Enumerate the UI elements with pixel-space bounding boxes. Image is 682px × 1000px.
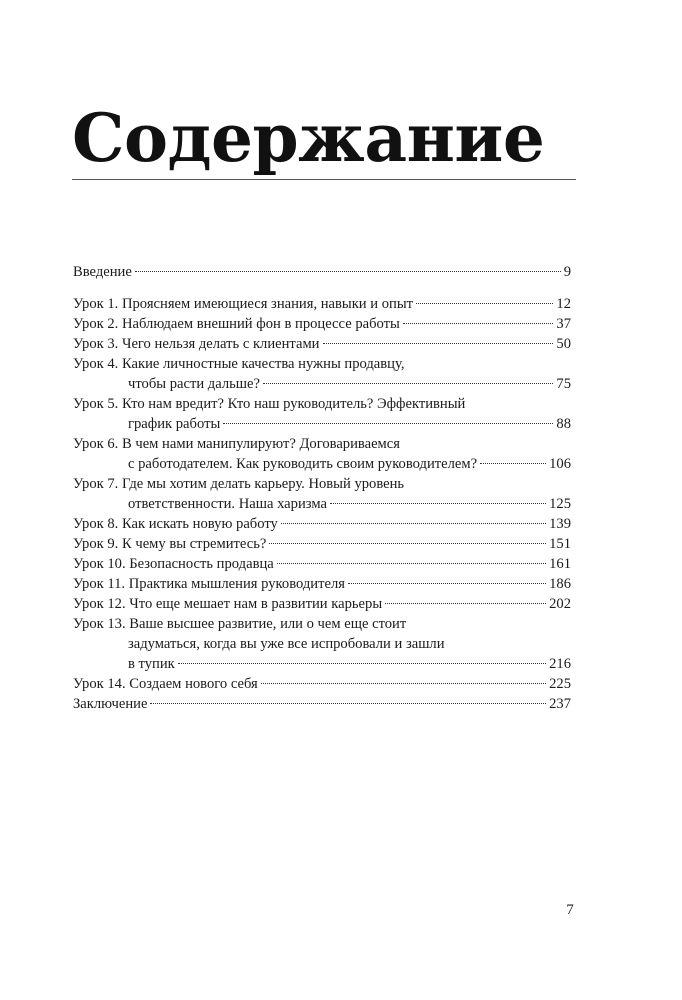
- toc-line: [73, 674, 571, 694]
- toc-page-number: 216: [549, 656, 571, 672]
- toc-line: [73, 434, 571, 454]
- toc-entry: [73, 334, 571, 354]
- toc-line: [73, 374, 571, 394]
- dot-leader: [403, 323, 554, 324]
- toc-line: [73, 262, 571, 282]
- dot-leader: [261, 683, 546, 684]
- toc-entry-title: Урок 10. Безопасность продавца: [73, 556, 274, 572]
- toc-line: [73, 634, 571, 654]
- toc-page-number: 161: [549, 556, 571, 572]
- toc-entry: [73, 514, 571, 534]
- toc-entry: [73, 434, 571, 474]
- table-of-contents: [73, 262, 571, 714]
- toc-page-number: 125: [549, 496, 571, 512]
- toc-page-number: 139: [549, 516, 571, 532]
- dot-leader: [135, 271, 561, 272]
- toc-page-number: 186: [549, 576, 571, 592]
- title-divider: [72, 179, 576, 180]
- toc-entry: [73, 574, 571, 594]
- toc-entry: [73, 534, 571, 554]
- dot-leader: [277, 563, 546, 564]
- toc-entry: [73, 294, 571, 314]
- dot-leader: [150, 703, 546, 704]
- toc-line: [73, 474, 571, 494]
- toc-entry-title: Урок 11. Практика мышления руководителя: [73, 576, 345, 592]
- toc-entry-title: Урок 3. Чего нельзя делать с клиентами: [73, 336, 320, 352]
- toc-entry: [73, 554, 571, 574]
- dot-leader: [330, 503, 546, 504]
- dot-leader: [323, 343, 554, 344]
- dot-leader: [416, 303, 553, 304]
- page-number: 7: [566, 902, 574, 918]
- toc-entry: [73, 394, 571, 434]
- toc-page-number: 9: [563, 264, 571, 280]
- toc-entry-title: Урок 5. Кто нам вредит? Кто наш руководитель? Эффективный: [73, 396, 466, 412]
- toc-page-number: 202: [549, 596, 571, 612]
- dot-leader: [385, 603, 546, 604]
- toc-page-number: 237: [549, 696, 571, 712]
- toc-entry-title: Урок 13. Ваше высшее развитие, или о чем еще стоит: [73, 616, 407, 632]
- toc-page-number: 151: [549, 536, 571, 552]
- toc-page-number: 88: [556, 416, 571, 432]
- toc-page-number: 75: [556, 376, 571, 392]
- toc-entry: [73, 262, 571, 282]
- dot-leader: [480, 463, 546, 464]
- toc-line: [73, 534, 571, 554]
- toc-entry: [73, 474, 571, 514]
- toc-entry-title: Урок 1. Проясняем имеющиеся знания, навыки и опыт: [73, 296, 414, 312]
- toc-entry-title: Урок 9. К чему вы стремитесь?: [73, 536, 267, 552]
- toc-entry-title: Введение: [73, 264, 132, 280]
- dot-leader: [281, 523, 546, 524]
- page-title: Содержание: [72, 99, 545, 177]
- toc-entry-title: задуматься, когда вы уже все испробовали и зашли: [128, 636, 445, 652]
- toc-line: [73, 554, 571, 574]
- toc-entry-title: с работодателем. Как руководить своим руководителем?: [128, 456, 478, 472]
- toc-entry-title: чтобы расти дальше?: [128, 376, 260, 392]
- dot-leader: [269, 543, 546, 544]
- toc-entry-title: Урок 7. Где мы хотим делать карьеру. Новый уровень: [73, 476, 405, 492]
- toc-entry-title: график работы: [128, 416, 221, 432]
- toc-line: [73, 494, 571, 514]
- toc-line: [73, 394, 571, 414]
- toc-entry-title: Урок 14. Создаем нового себя: [73, 676, 258, 692]
- toc-entry-title: Урок 12. Что еще мешает нам в развитии карьеры: [73, 596, 383, 612]
- toc-line: [73, 354, 571, 374]
- dot-leader: [178, 663, 546, 664]
- toc-entry-title: Урок 8. Как искать новую работу: [73, 516, 278, 532]
- toc-line: [73, 514, 571, 534]
- toc-entry-title: Урок 6. В чем нами манипулируют? Договариваемся: [73, 436, 400, 452]
- toc-entry: [73, 694, 571, 714]
- toc-page-number: 12: [556, 296, 571, 312]
- toc-entry-title: Урок 4. Какие личностные качества нужны продавцу,: [73, 356, 405, 372]
- toc-entry: [73, 354, 571, 394]
- dot-leader: [348, 583, 546, 584]
- toc-page-number: 225: [549, 676, 571, 692]
- dot-leader: [263, 383, 553, 384]
- toc-line: [73, 694, 571, 714]
- toc-line: [73, 454, 571, 474]
- toc-line: [73, 314, 571, 334]
- toc-line: [73, 294, 571, 314]
- toc-line: [73, 654, 571, 674]
- toc-entry-title: Урок 2. Наблюдаем внешний фон в процессе работы: [73, 316, 400, 332]
- toc-entry: [73, 674, 571, 694]
- toc-entry-title: в тупик: [128, 656, 175, 672]
- toc-page-number: 37: [556, 316, 571, 332]
- toc-entry-title: Заключение: [73, 696, 148, 712]
- toc-entry: [73, 314, 571, 334]
- toc-line: [73, 574, 571, 594]
- toc-page-number: 50: [556, 336, 571, 352]
- toc-page-number: 106: [549, 456, 571, 472]
- toc-entry: [73, 614, 571, 674]
- toc-line: [73, 334, 571, 354]
- toc-entry-title: ответственности. Наша харизма: [128, 496, 327, 512]
- toc-line: [73, 594, 571, 614]
- toc-line: [73, 414, 571, 434]
- toc-entry: [73, 594, 571, 614]
- toc-line: [73, 614, 571, 634]
- dot-leader: [223, 423, 553, 424]
